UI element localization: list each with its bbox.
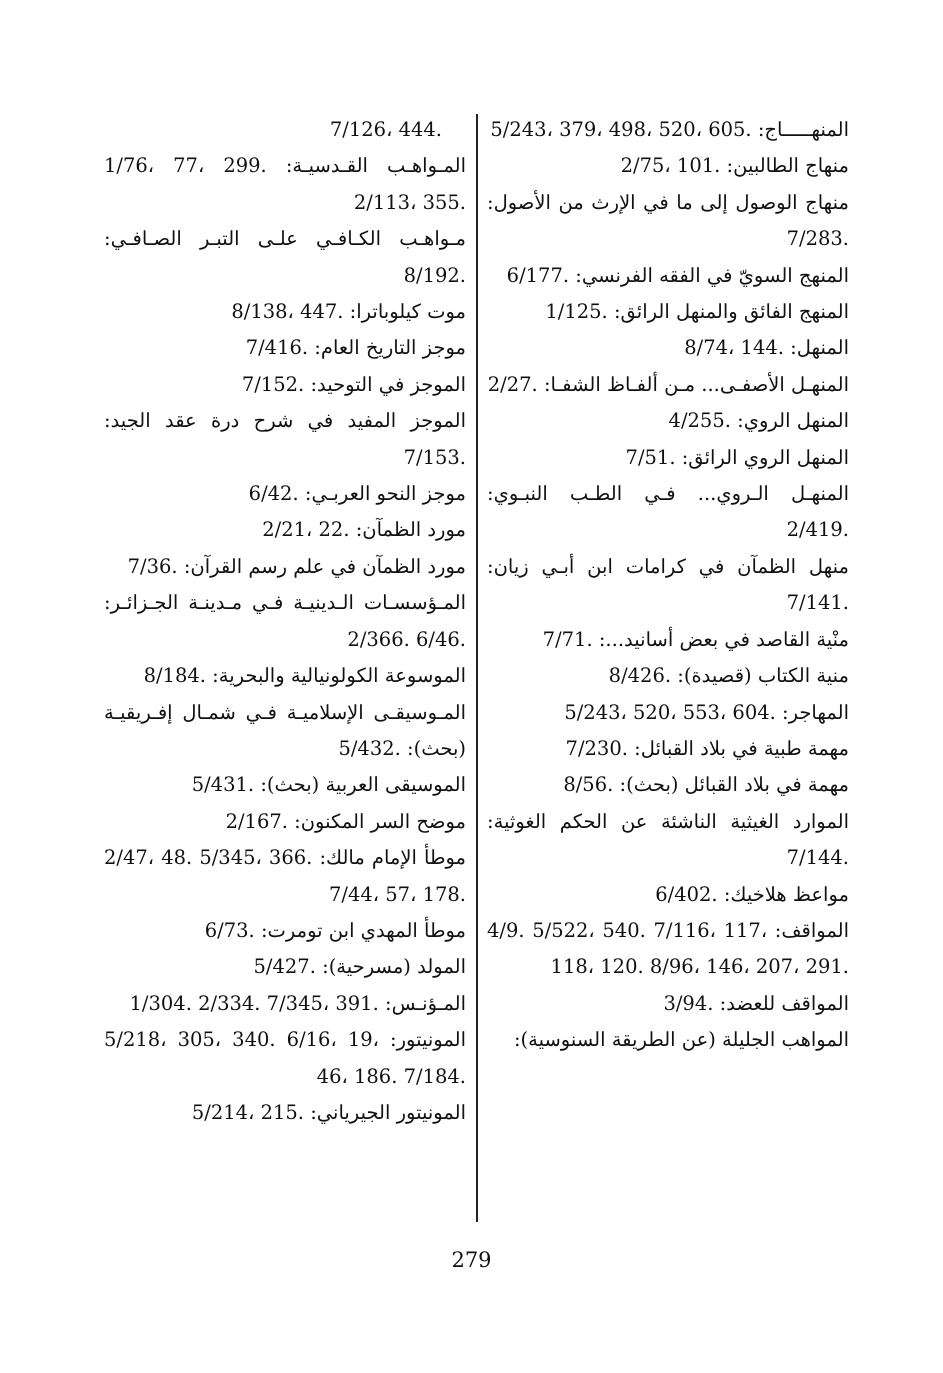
index-entry <box>104 1095 466 1131</box>
entry-references: 5/214، 215. <box>191 1100 304 1124</box>
entry-title: المواقف: <box>774 918 849 942</box>
index-entry <box>104 840 466 913</box>
entry-references: 5/432. <box>338 736 401 760</box>
entry-references: 8/74، 144. <box>684 336 784 360</box>
entry-title: مورد الظمآن: <box>355 518 466 542</box>
index-entry <box>487 695 849 731</box>
index-entry <box>487 877 849 913</box>
entry-title: مهمة طبية في بلاد القبائل: <box>634 736 849 760</box>
entry-references: 7/126، 444. <box>329 118 442 141</box>
entry-title: المهاجر: <box>782 700 849 724</box>
index-entry <box>104 476 466 512</box>
entry-title: المونيتور: <box>390 1028 467 1052</box>
index-entry <box>104 695 466 768</box>
entry-title: المنهـل الـروي... فـي الطـب النبـوي: <box>487 482 849 506</box>
entry-title: المواقف للعضد: <box>719 991 849 1015</box>
index-entry <box>487 804 849 877</box>
index-entry <box>487 913 849 986</box>
entry-references: 4/9. 5/522، 540. 7/116، 117، 118، 120. 8/96، 146، 207، 291. <box>487 918 849 979</box>
entry-title: مواعظ هلاخيك: <box>723 882 849 906</box>
index-entry <box>104 913 466 949</box>
index-entry <box>487 258 849 294</box>
entry-references: 6/42. <box>248 482 299 506</box>
entry-title: موطأ المهدي ابن تومرت: <box>260 918 466 942</box>
index-entry <box>487 986 849 1022</box>
entry-references: 2/21، 22. <box>262 518 350 542</box>
entry-title: المواهب الجليلة (عن الطريقة السنوسية): <box>513 1028 849 1052</box>
entry-references: 7/230. <box>565 736 628 760</box>
entry-references: 8/192. <box>403 263 466 287</box>
entry-title: موجز النحو العربـي: <box>304 482 466 506</box>
entry-title: المـؤنـس: <box>385 991 466 1015</box>
index-entry <box>487 658 849 694</box>
entry-references: 2/75، 101. <box>620 154 721 178</box>
index-entry <box>487 403 849 439</box>
index-entry <box>487 367 849 403</box>
index-entry <box>487 767 849 803</box>
entry-title: الموارد الغيثية الناشئة عن الحكم الغوثية: <box>487 809 849 833</box>
index-entry <box>104 512 466 548</box>
entry-title: المنهج السويّ في الفقه الفرنسي: <box>575 263 849 287</box>
entry-title: المـواهـب القـدسيـة: <box>285 154 467 178</box>
entry-title: الموجز في التوحيد: <box>310 372 466 396</box>
index-entry <box>104 221 466 294</box>
entry-references: 5/243، 379، 498، 520، 605. <box>490 118 752 141</box>
index-entry <box>487 1022 849 1058</box>
entry-title: منْية القاصد في بعض أسانيد...: <box>598 627 849 651</box>
entry-title: موضح السر المكنون: <box>294 809 466 833</box>
entry-references: 5/243، 520، 553، 604. <box>564 700 776 724</box>
entry-references: 2/167. <box>225 809 288 833</box>
entry-title: موت كيلوباترا: <box>349 300 466 324</box>
entry-title: موطأ الإمام مالك: <box>319 846 466 870</box>
index-entry <box>487 148 849 184</box>
entry-references: 8/184. <box>143 664 206 688</box>
entry-references: 2/27. <box>487 372 538 396</box>
entry-references: 8/56. <box>563 773 614 797</box>
index-entry <box>104 330 466 366</box>
entry-references: 6/402. <box>655 882 718 906</box>
index-entry <box>487 112 849 148</box>
entry-references: 3/94. <box>663 991 714 1015</box>
entry-title: مهمة في بلاد القبائل (بحث): <box>619 773 849 797</box>
entry-title: مـواهـب الكـافـي علـى التبـر الصـافـي: <box>104 227 466 251</box>
index-entry <box>487 440 849 476</box>
entry-title: المنهـل الأصفـى... مـن ألفـاظ الشفـا: <box>543 372 849 396</box>
entry-title: المـؤسسـات الـدينيـة فـي مـدينـة الجـزائـر: <box>104 591 466 615</box>
entry-title: الموسوعة الكولونيالية والبحرية: <box>212 664 466 688</box>
index-entry <box>104 585 466 658</box>
entry-title: المـوسيقـى الإسلاميـة فـي شمـال إفـريقيـة (بحث): <box>104 700 466 760</box>
entry-references: 7/283. <box>786 227 849 251</box>
page-number: 279 <box>451 1248 492 1272</box>
index-entry <box>104 804 466 840</box>
entry-title: الموجز المفيد في شرح درة عقد الجيد: <box>104 409 466 433</box>
entry-references: 7/51. <box>625 445 676 469</box>
entry-references: 8/138، 447. <box>231 300 344 324</box>
entry-references: 6/177. <box>506 263 570 287</box>
entry-references: 2/366. 6/46. <box>347 627 466 651</box>
index-entry <box>487 330 849 366</box>
entry-title: منهاج الوصول إلى ما في الإرث من الأصول: <box>487 190 849 214</box>
index-entry <box>104 767 466 803</box>
entry-title: المنهج الفائق والمنهل الرائق: <box>613 300 849 324</box>
index-column-right <box>487 112 849 1059</box>
entry-references: 2/47، 48. 5/345، 366. 7/44، 57، 178. <box>104 846 466 906</box>
entry-title: منية الكتاب (قصيدة): <box>677 664 849 688</box>
entry-title: موجز التاريخ العام: <box>314 336 466 360</box>
entry-references: 7/416. <box>245 336 309 360</box>
index-entry <box>487 185 849 258</box>
index-entry <box>104 1022 466 1095</box>
entry-references: 7/71. <box>542 627 593 651</box>
index-entry <box>104 403 466 476</box>
entry-references: 7/36. <box>127 554 178 578</box>
entry-references: 2/419. <box>786 518 849 542</box>
entry-title: الموسيقى العربية (بحث): <box>260 773 466 797</box>
entry-title: المونيتور الجيرياني: <box>310 1100 466 1124</box>
entry-references: 1/125. <box>545 300 608 324</box>
index-entry <box>487 731 849 767</box>
entry-references: 1/76، 77، 299. 2/113، 355. <box>104 154 466 214</box>
entry-references: 7/152. <box>241 372 305 396</box>
entry-title: منهل الظمآن في كرامات ابن أبـي زيان: <box>487 554 849 578</box>
index-entry <box>104 148 466 221</box>
entry-references: 7/141. <box>786 591 849 615</box>
entry-references: 7/144. <box>786 846 849 870</box>
index-entry <box>104 367 466 403</box>
index-entry <box>104 949 466 985</box>
entry-title: المنهل الروي: <box>737 409 849 433</box>
entry-references: 4/255. <box>668 409 731 433</box>
entry-references: 1/304. 2/334. 7/345، 391. <box>129 991 379 1015</box>
entry-title: المنهل: <box>790 336 849 360</box>
entry-references: 5/427. <box>253 955 316 979</box>
column-divider <box>476 114 478 1222</box>
entry-references: 5/431. <box>191 773 255 797</box>
index-entry <box>487 294 849 330</box>
index-column-left <box>104 112 466 1131</box>
entry-title: مورد الظمآن في علم رسم القرآن: <box>183 554 466 578</box>
index-entry <box>104 112 466 148</box>
entry-title: المنهل الروي الرائق: <box>681 445 849 469</box>
entry-title: منهاج الطالبين: <box>726 154 849 178</box>
index-entry <box>487 549 849 622</box>
entry-references: 7/153. <box>403 445 466 469</box>
index-entry <box>487 476 849 549</box>
index-entry <box>104 658 466 694</box>
index-entry <box>104 294 466 330</box>
entry-title: المنهـــــاج: <box>757 118 849 141</box>
index-entry <box>104 986 466 1022</box>
entry-references: 5/218، 305، 340. 6/16، 19، 46، 186. 7/184. <box>104 1028 466 1088</box>
index-entry <box>104 549 466 585</box>
index-entry <box>487 622 849 658</box>
entry-title: المولد (مسرحية): <box>322 955 466 979</box>
entry-references: 8/426. <box>608 664 672 688</box>
entry-references: 6/73. <box>204 918 255 942</box>
